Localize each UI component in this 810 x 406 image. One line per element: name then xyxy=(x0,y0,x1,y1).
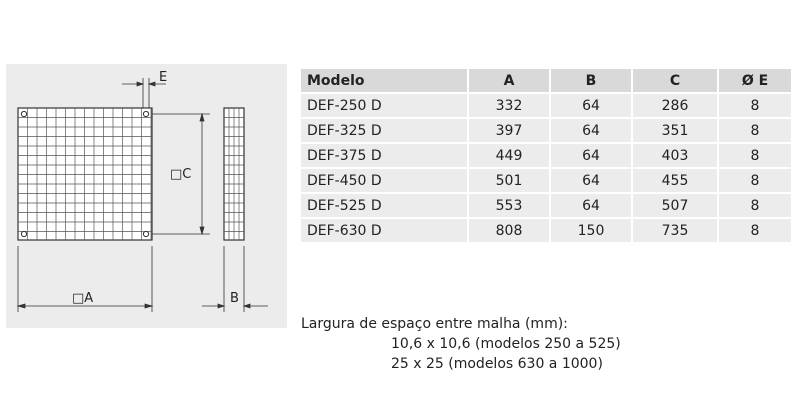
table-row xyxy=(301,169,791,192)
cell-c: 286 xyxy=(631,94,717,117)
grille-drawing-svg xyxy=(6,64,287,328)
header-e: Ø E xyxy=(717,69,791,92)
cell-c: 403 xyxy=(631,144,717,167)
cell-model: DEF-525 D xyxy=(301,194,467,217)
technical-drawing xyxy=(6,64,287,328)
cell-e: 8 xyxy=(717,119,791,142)
note-line-1: 10,6 x 10,6 (modelos 250 a 525) xyxy=(391,336,621,352)
cell-c: 507 xyxy=(631,194,717,217)
cell-b: 64 xyxy=(549,119,631,142)
table-row xyxy=(301,119,791,142)
cell-b: 150 xyxy=(549,219,631,242)
header-b: B xyxy=(549,69,631,92)
table-header-row xyxy=(301,69,791,92)
cell-b: 64 xyxy=(549,144,631,167)
dimension-b-label: B xyxy=(230,291,239,306)
cell-model: DEF-325 D xyxy=(301,119,467,142)
header-a: A xyxy=(467,69,549,92)
header-modelo: Modelo xyxy=(301,69,467,92)
dimension-a-label: □A xyxy=(72,291,94,306)
cell-a: 501 xyxy=(467,169,549,192)
cell-model: DEF-630 D xyxy=(301,219,467,242)
dimension-c-label: □C xyxy=(170,167,192,182)
mounting-hole-icon xyxy=(143,111,148,116)
cell-a: 553 xyxy=(467,194,549,217)
cell-e: 8 xyxy=(717,194,791,217)
header-c: C xyxy=(631,69,717,92)
note-title: Largura de espaço entre malha (mm): xyxy=(301,316,568,332)
cell-e: 8 xyxy=(717,94,791,117)
mesh-spacing-note xyxy=(301,314,621,374)
cell-a: 332 xyxy=(467,94,549,117)
cell-e: 8 xyxy=(717,219,791,242)
dimension-e-label: E xyxy=(159,70,168,85)
mounting-hole-icon xyxy=(21,111,26,116)
cell-model: DEF-450 D xyxy=(301,169,467,192)
table-row xyxy=(301,219,791,242)
cell-b: 64 xyxy=(549,94,631,117)
cell-c: 455 xyxy=(631,169,717,192)
mounting-hole-icon xyxy=(143,231,148,236)
cell-a: 808 xyxy=(467,219,549,242)
side-grille xyxy=(224,108,244,240)
note-line-2: 25 x 25 (modelos 630 a 1000) xyxy=(391,356,603,372)
cell-a: 449 xyxy=(467,144,549,167)
table-row xyxy=(301,94,791,117)
cell-e: 8 xyxy=(717,169,791,192)
cell-model: DEF-375 D xyxy=(301,144,467,167)
cell-c: 735 xyxy=(631,219,717,242)
mounting-hole-icon xyxy=(21,231,26,236)
cell-a: 397 xyxy=(467,119,549,142)
cell-b: 64 xyxy=(549,169,631,192)
spec-table xyxy=(301,67,791,244)
cell-c: 351 xyxy=(631,119,717,142)
front-grille xyxy=(18,108,152,240)
table-row xyxy=(301,194,791,217)
cell-e: 8 xyxy=(717,144,791,167)
cell-b: 64 xyxy=(549,194,631,217)
cell-model: DEF-250 D xyxy=(301,94,467,117)
table-row xyxy=(301,144,791,167)
